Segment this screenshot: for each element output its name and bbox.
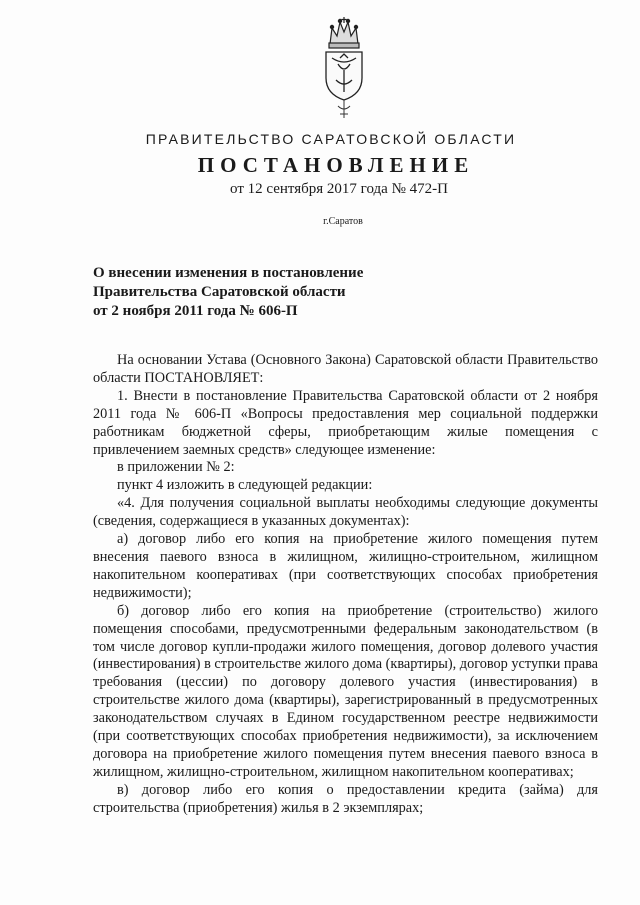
government-name: ПРАВИТЕЛЬСТВО САРАТОВСКОЙ ОБЛАСТИ xyxy=(145,131,517,147)
paragraph-basis: На основании Устава (Основного Закона) Саратовской области Правительство области ПОСТАНОВЛЯЕТ: xyxy=(93,352,598,386)
document-title xyxy=(93,264,363,321)
paragraph-sub-a: а) договор либо его копия на приобретение жилого помещения путем внесения паевого взноса в жилищном, жилищно-строительном, жилищном накопительном кооперативах (при соответствующих способах приобретения недвижимости); xyxy=(93,531,598,601)
paragraph-item-1: 1. Внести в постановление Правительства Саратовской области от 2 ноября 2011 года № 606-П «Вопросы предоставления мер социальной поддержки работникам бюджетной сферы, приобретающим жилые помещения с привлечением заемных средств» следующее изменение: xyxy=(93,387,598,458)
document-type: ПОСТАНОВЛЕНИЕ xyxy=(197,153,475,177)
title-line-3: от 2 ноября 2011 года № 606-П xyxy=(93,303,298,319)
paragraph-sub-b: б) договор либо его копия на приобретение (строительство) жилого помещения способами, предусмотренными федеральным законодательством (в том числе договор купли-продажи жилого помещения, договор долевого участия (инвестирования) в строительстве жилого дома (квартиры), договор уступки права требования (цессии) по договору долевого участия (инвестирования) в строительстве жилого дома (квартиры), зарегистрированный в предусмотренных законодательством случаях в Едином государственном реестре недвижимости (при соответствующих способах приобретения недвижимости), за исключением договора на приобретение жилого помещения путем внесения паевого взноса в жилищном, жилищно-строительном, жилищном накопительном кооперативах; xyxy=(93,602,598,780)
paragraph-clause-4: «4. Для получения социальной выплаты необходимы следующие документы (сведения, содержащиеся в указанных документах): xyxy=(93,495,598,530)
title-line-2: Правительства Саратовской области xyxy=(93,284,346,300)
paragraph-clause: пункт 4 изложить в следующей редакции: xyxy=(117,477,373,494)
paragraph-appendix: в приложении № 2: xyxy=(117,459,235,476)
document-date-number: от 12 сентября 2017 года № 472-П xyxy=(230,181,448,197)
saratov-coat-of-arms-icon xyxy=(318,14,370,122)
paragraph-sub-v: в) договор либо его копия о предоставлении кредита (займа) для строительства (приобретения) жилья в 2 экземплярах; xyxy=(93,781,598,816)
document-body xyxy=(93,352,598,818)
title-line-1: О внесении изменения в постановление xyxy=(93,265,364,281)
document-city: г.Саратов xyxy=(323,216,363,227)
